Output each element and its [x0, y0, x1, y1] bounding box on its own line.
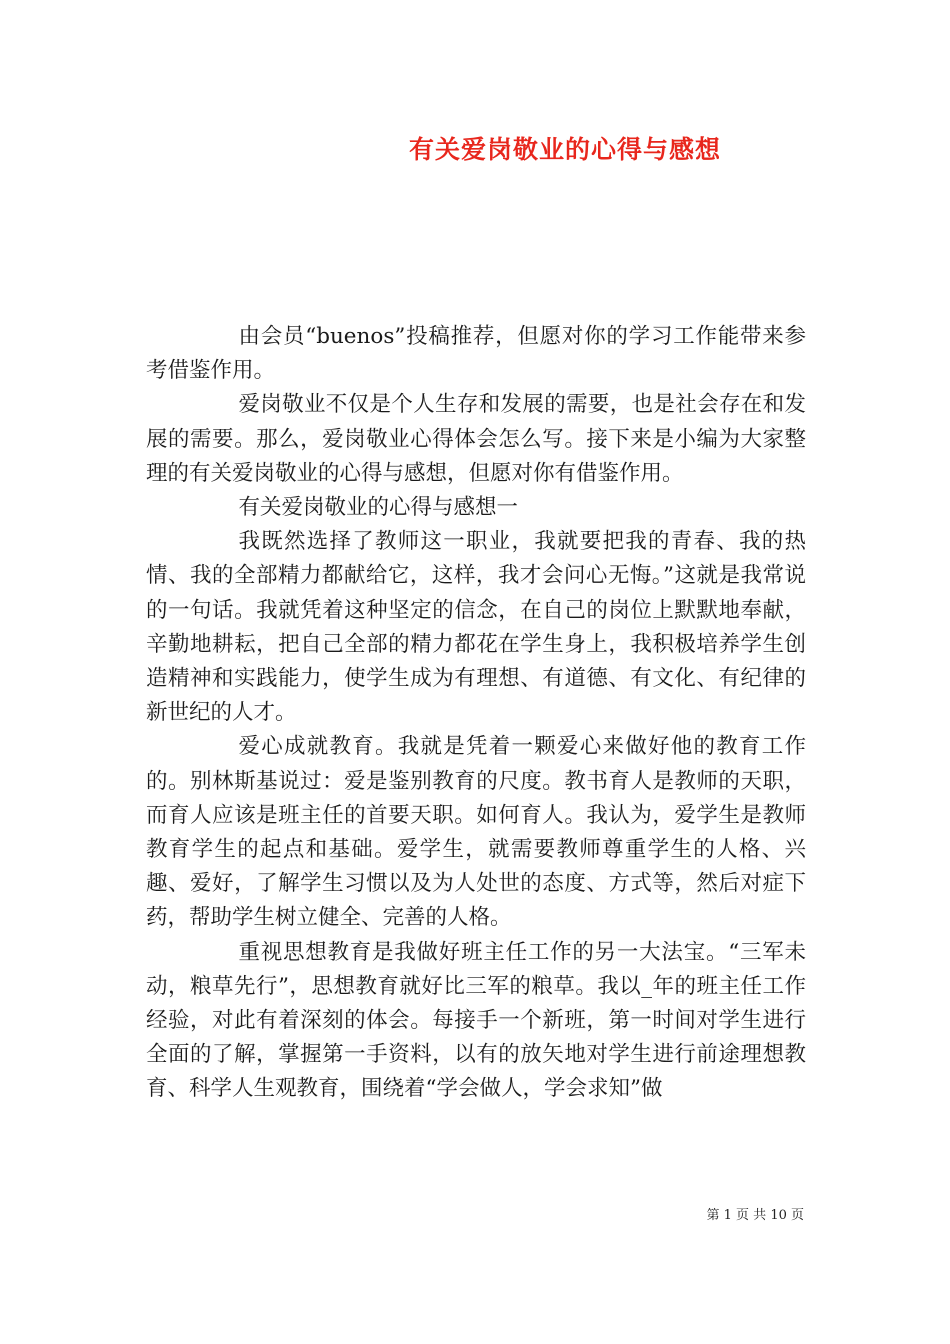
paragraph: 爱岗敬业不仅是个人生存和发展的需要，也是社会存在和发展的需要。那么，爱岗敬业心得体会怎么写。接下来是小编为大家整理的有关爱岗敬业的心得与感想，但愿对你有借鉴作用。: [146, 392, 806, 486]
paragraph: 爱心成就教育。我就是凭着一颗爱心来做好他的教育工作的。别林斯基说过：爱是鉴别教育的尺度。教书育人是教师的天职，而育人应该是班主任的首要天职。如何育人。我认为，爱学生是教师教育学生的起点和基础。爱学生，就需要教师尊重学生的人格、兴趣、爱好，了解学生习惯以及为人处世的态度、方式等，然后对症下药，帮助学生树立健全、完善的人格。: [146, 734, 806, 931]
paragraph: 我既然选择了教师这一职业，我就要把我的青春、我的热情、我的全部精力都献给它，这样，我才会问心无悔。”这就是我常说的一句话。我就凭着这种坚定的信念，在自己的岗位上默默地奉献，辛勤地耕耘，把自己全部的精力都花在学生身上，我积极培养学生创造精神和实践能力，使学生成为有理想、有道德、有文化、有纪律的新世纪的人才。: [146, 529, 806, 726]
paragraph: 重视思想教育是我做好班主任工作的另一大法宝。“三军未动，粮草先行”，思想教育就好比三军的粮草。我以_年的班主任工作经验，对此有着深刻的体会。每接手一个新班，第一时间对学生进行全面的了解，掌握第一手资料，以有的放矢地对学生进行前途理想教育、科学人生观教育，围绕着“学会做人，学会求知”做: [146, 939, 806, 1102]
document-body: [146, 320, 806, 1107]
document-title: 有关爱岗敬业的心得与感想: [408, 135, 721, 164]
section-heading: 有关爱岗敬业的心得与感想一: [238, 495, 518, 521]
page-number: 第 1 页 共 10 页: [706, 1208, 804, 1223]
paragraph: 由会员“buenos”投稿推荐，但愿对你的学习工作能带来参考借鉴作用。: [146, 324, 806, 384]
